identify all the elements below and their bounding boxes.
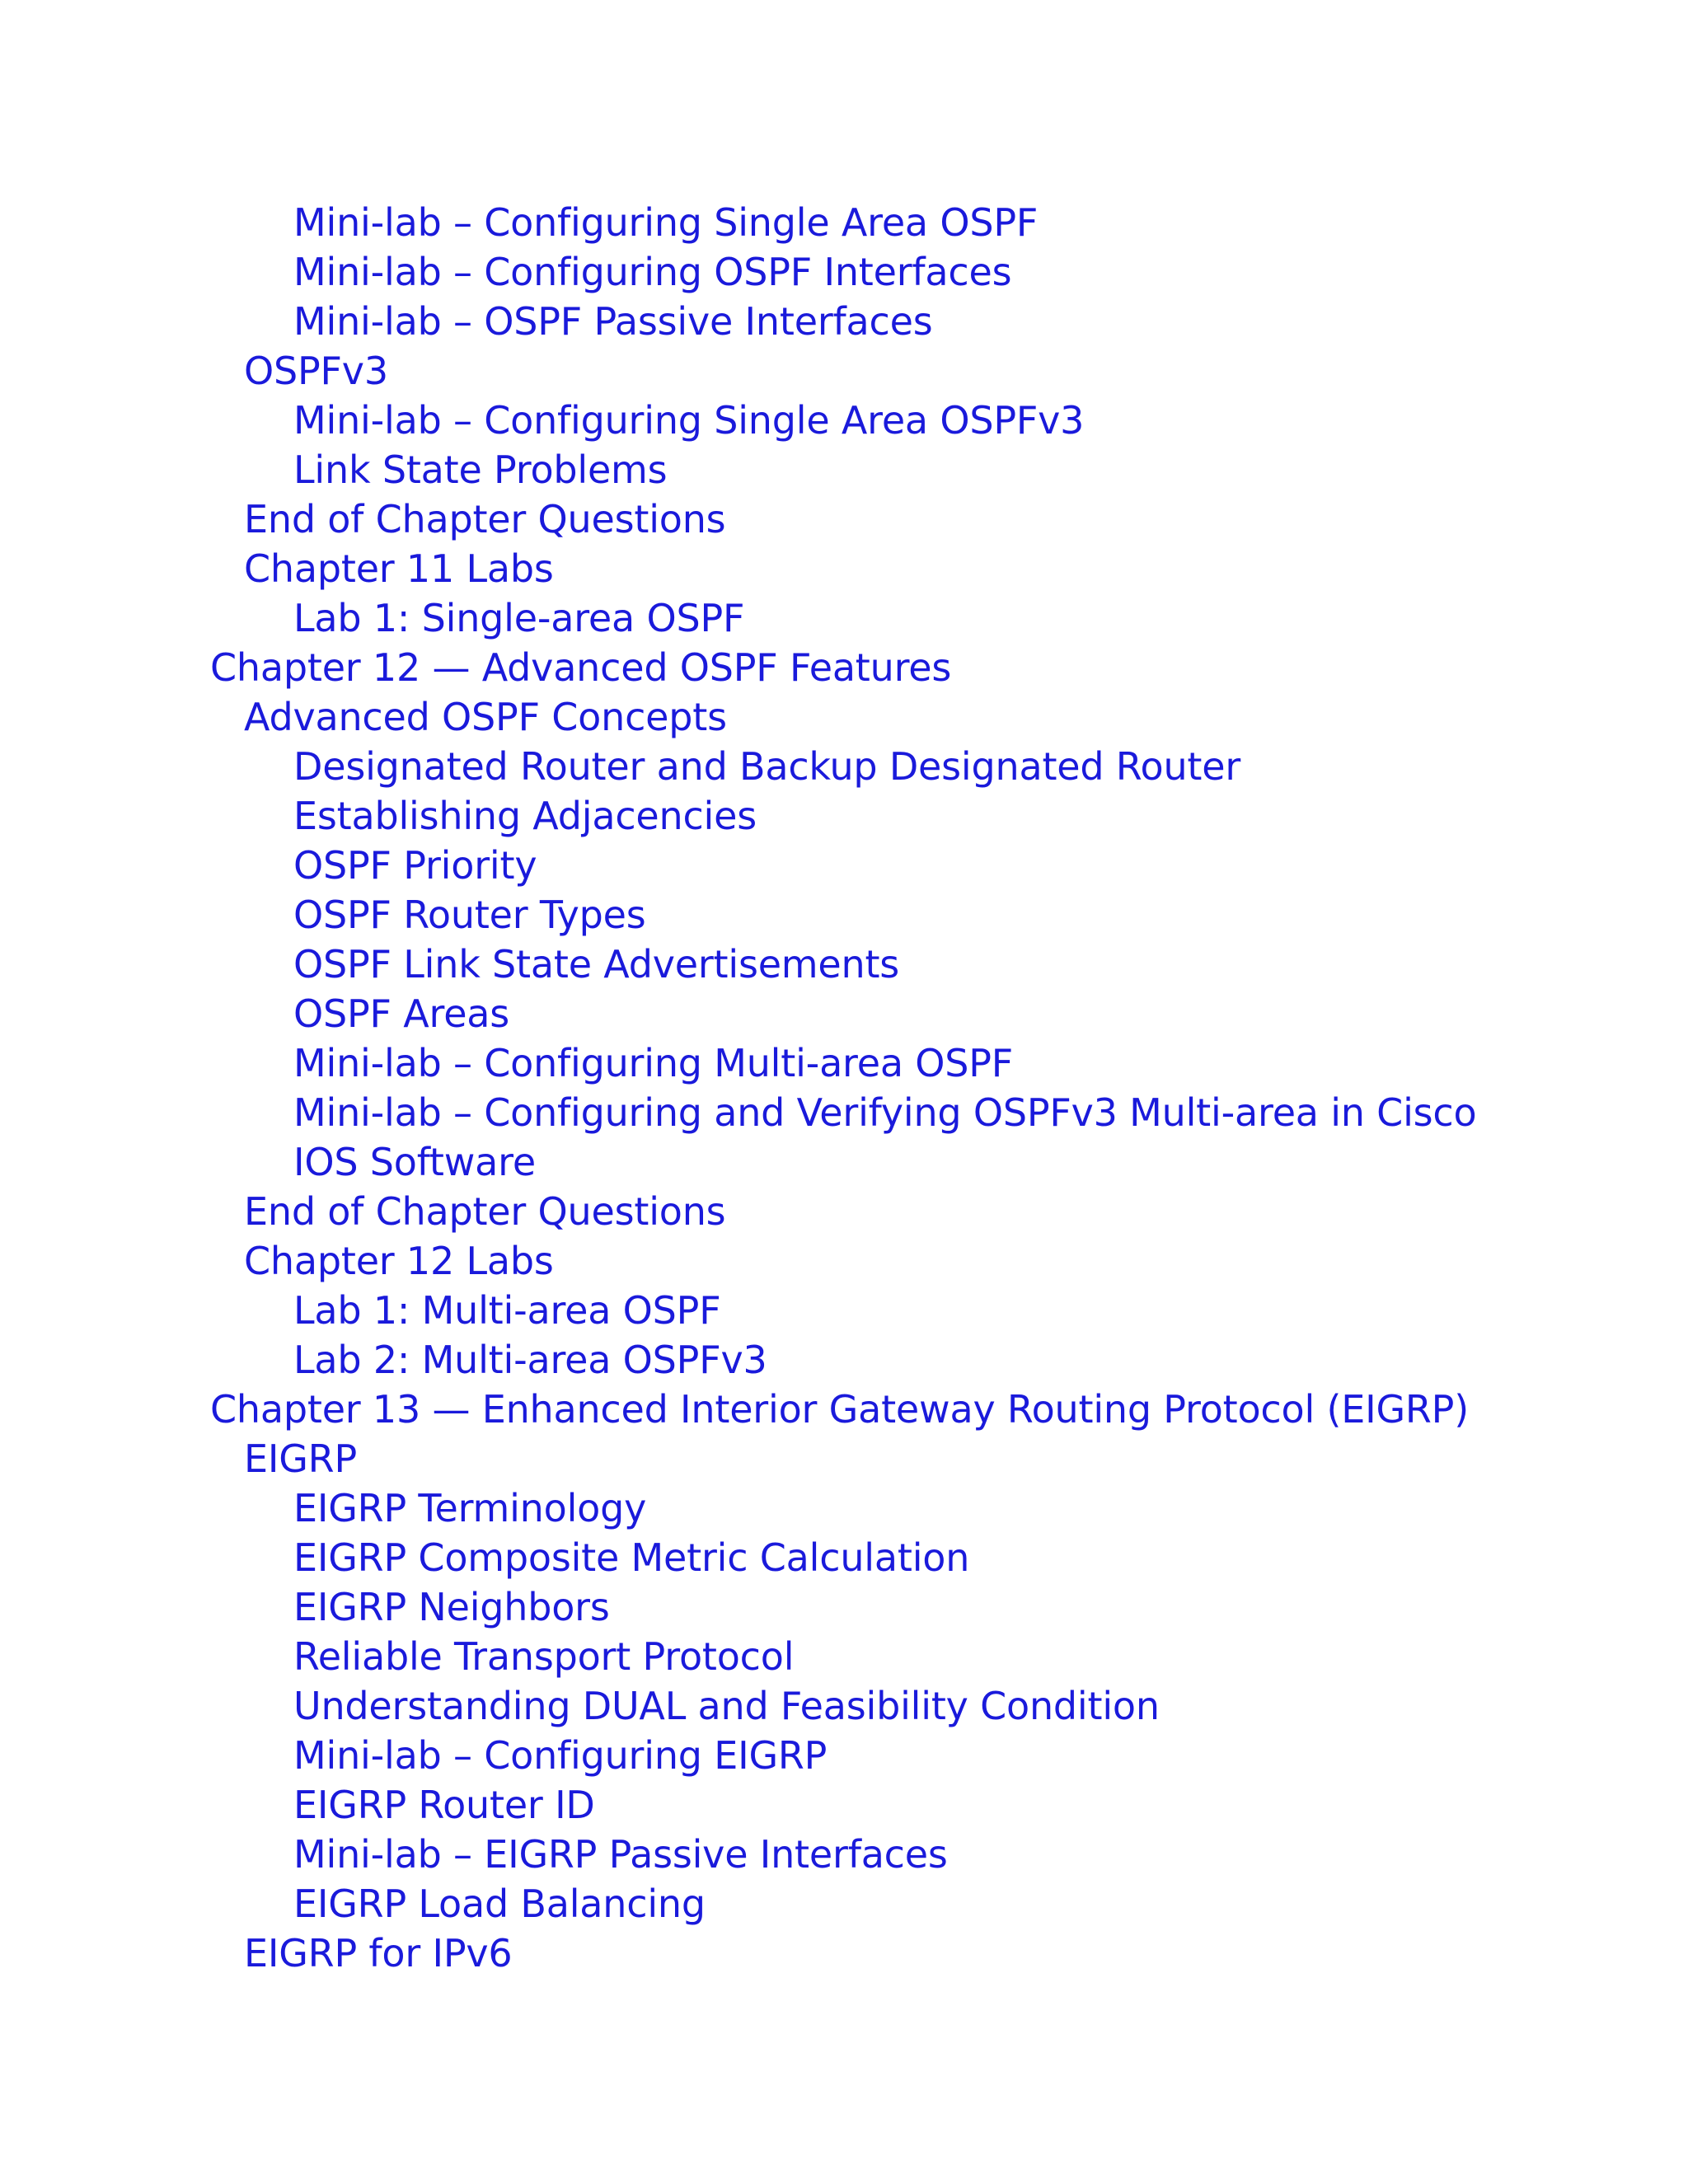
toc-link[interactable]: Lab 1: Single-area OSPF: [293, 596, 745, 640]
toc-section-link[interactable]: EIGRP for IPv6: [244, 1931, 513, 1975]
toc-link[interactable]: Mini-lab – Configuring Single Area OSPFv3: [293, 398, 1085, 443]
toc-link[interactable]: Mini-lab – Configuring Multi-area OSPF: [293, 1041, 1014, 1085]
toc-link[interactable]: Understanding DUAL and Feasibility Condition: [293, 1684, 1160, 1728]
toc-link[interactable]: Mini-lab – Configuring EIGRP: [293, 1733, 828, 1778]
toc-section-link[interactable]: Advanced OSPF Concepts: [244, 695, 727, 739]
toc-link[interactable]: Lab 1: Multi-area OSPF: [293, 1288, 721, 1333]
toc-link[interactable]: Mini-lab – OSPF Passive Interfaces: [293, 299, 933, 344]
toc-link[interactable]: OSPF Priority: [293, 843, 537, 888]
toc-link[interactable]: EIGRP Router ID: [293, 1783, 595, 1827]
toc-link[interactable]: Lab 2: Multi-area OSPFv3: [293, 1338, 767, 1382]
toc-link[interactable]: Link State Problems: [293, 448, 668, 492]
toc-link[interactable]: OSPF Router Types: [293, 893, 646, 937]
toc-link[interactable]: Mini-lab – EIGRP Passive Interfaces: [293, 1832, 948, 1877]
toc-link[interactable]: Mini-lab – Configuring Single Area OSPF: [293, 200, 1039, 245]
toc-section-link[interactable]: End of Chapter Questions: [244, 1189, 726, 1234]
toc-link[interactable]: EIGRP Terminology: [293, 1486, 647, 1530]
toc-chapter-link[interactable]: Chapter 12 — Advanced OSPF Features: [210, 645, 952, 690]
toc-link[interactable]: Mini-lab – Configuring OSPF Interfaces: [293, 250, 1012, 294]
toc-link[interactable]: OSPF Link State Advertisements: [293, 942, 900, 987]
toc-link[interactable]: OSPF Areas: [293, 991, 510, 1036]
toc-section-link[interactable]: Chapter 11 Labs: [244, 546, 554, 591]
toc-link[interactable]: Reliable Transport Protocol: [293, 1634, 795, 1679]
toc-link[interactable]: EIGRP Load Balancing: [293, 1882, 706, 1926]
toc-link-continuation[interactable]: IOS Software: [293, 1140, 536, 1184]
toc-chapter-link[interactable]: Chapter 13 — Enhanced Interior Gateway Routing Protocol (EIGRP): [210, 1387, 1469, 1432]
toc-section-link[interactable]: End of Chapter Questions: [244, 497, 726, 541]
toc-link[interactable]: Designated Router and Backup Designated Router: [293, 744, 1241, 789]
toc-link[interactable]: EIGRP Neighbors: [293, 1585, 610, 1629]
table-of-contents: [0, 198, 1688, 1978]
toc-section-link[interactable]: Chapter 12 Labs: [244, 1239, 554, 1283]
toc-section-link[interactable]: OSPFv3: [244, 349, 388, 393]
toc-link[interactable]: EIGRP Composite Metric Calculation: [293, 1535, 970, 1580]
toc-section-link[interactable]: EIGRP: [244, 1436, 357, 1481]
toc-link[interactable]: Establishing Adjacencies: [293, 794, 757, 838]
toc-link[interactable]: Mini-lab – Configuring and Verifying OSPFv3 Multi-area in Cisco: [293, 1090, 1477, 1135]
